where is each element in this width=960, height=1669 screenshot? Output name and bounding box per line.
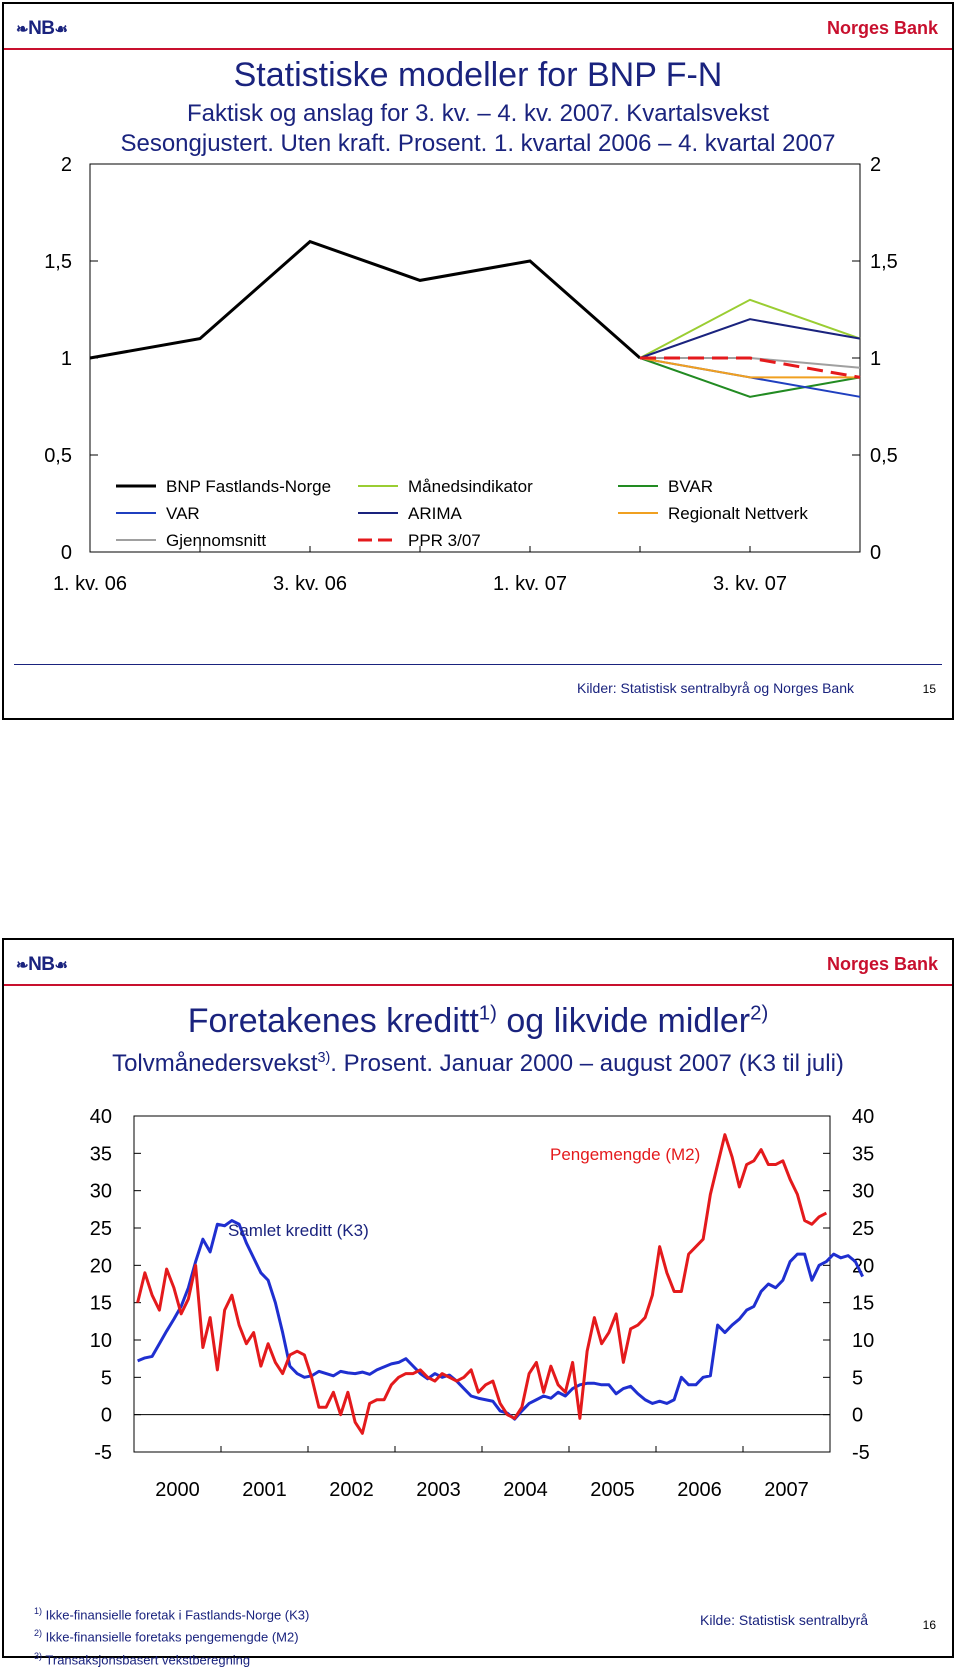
y-tick-label-left: 0 — [100, 1404, 112, 1427]
title-part-1: Foretakenes kreditt — [187, 1002, 479, 1040]
y-tick-label-right: 35 — [852, 1143, 875, 1166]
ornament-icon: ❧ — [16, 957, 29, 974]
footnote — [34, 1624, 309, 1646]
series-line-m-nedsindikator — [640, 300, 860, 358]
y-tick-label-right: 20 — [852, 1255, 875, 1278]
legend-label: Regionalt Nettverk — [668, 504, 808, 523]
y-tick-label-left: 1 — [60, 348, 72, 370]
subtitle-part-2: . Prosent. Januar 2000 – august 2007 (K3 til juli) — [330, 1050, 844, 1077]
y-tick-label-left: 40 — [89, 1106, 112, 1128]
chart-gdp-models — [4, 4, 956, 722]
bank-name: Norges Bank — [826, 18, 938, 38]
y-tick-label-right: 1 — [870, 348, 882, 370]
ornament-icon: ❧ — [16, 21, 29, 38]
ornament-icon: ☙ — [54, 21, 68, 38]
x-tick-label: 2003 — [416, 1479, 461, 1501]
series-line-bnp-fastlands-norge — [90, 242, 640, 358]
subtitle-footnote: 3) — [317, 1050, 331, 1066]
x-tick-label: 2001 — [242, 1479, 287, 1501]
subtitle-part-1: Tolvmånedersvekst — [112, 1050, 318, 1077]
y-tick-label-right: -5 — [852, 1442, 870, 1464]
series-line-samlet-kreditt-k3- — [138, 1221, 863, 1420]
x-tick-label: 2005 — [590, 1479, 635, 1501]
y-tick-label-right: 25 — [852, 1218, 875, 1240]
plot-frame — [134, 1116, 830, 1452]
y-tick-label-right: 0 — [870, 542, 882, 564]
series-label-m2: Pengemengde (M2) — [550, 1145, 701, 1164]
logo-text: NB — [28, 18, 55, 39]
footnote — [34, 1602, 309, 1624]
footnote-marker: 2) — [34, 1628, 43, 1639]
y-tick-label-right: 30 — [852, 1180, 875, 1203]
x-tick-label: 3. kv. 06 — [272, 573, 348, 595]
x-tick-label: 3. kv. 07 — [712, 573, 788, 595]
bank-name: Norges Bank — [826, 954, 938, 974]
footnote-text: Ikke-finansielle foretak i Fastlands-Norge (K3) — [45, 1607, 310, 1623]
slide-credit-liquidity — [2, 938, 954, 1667]
x-tick-label: 2002 — [329, 1479, 374, 1501]
y-tick-label-right: 0,5 — [870, 445, 898, 467]
y-tick-label-right: 2 — [870, 154, 882, 176]
y-tick-label-left: 10 — [89, 1330, 112, 1352]
y-tick-label-left: 35 — [89, 1143, 112, 1166]
footnotes — [34, 1602, 309, 1669]
series-line-arima — [640, 319, 860, 358]
y-tick-label-left: 0,5 — [44, 445, 72, 467]
legend-label: ARIMA — [408, 504, 462, 523]
x-tick-label: 2000 — [155, 1479, 200, 1501]
logo-text: NB — [28, 954, 55, 975]
page-number: 16 — [922, 1618, 936, 1632]
footnote-text: Ikke-finansielle foretaks pengemengde (M2) — [45, 1629, 299, 1645]
legend-label: Månedsindikator — [408, 477, 533, 496]
chart-title: Statistiske modeller for BNP F-N — [233, 56, 723, 94]
chart-subtitle-1: Faktisk og anslag for 3. kv. – 4. kv. 2007. Kvartalsvekst — [186, 100, 770, 127]
x-tick-label: 1. kv. 06 — [52, 573, 128, 595]
legend-label: PPR 3/07 — [408, 531, 481, 550]
x-tick-label: 2007 — [764, 1479, 809, 1501]
footnote-marker: 1) — [34, 1606, 43, 1616]
legend-label: VAR — [166, 504, 200, 523]
x-tick-label: 2006 — [677, 1479, 722, 1501]
series-line-pengemengde-m2- — [138, 1135, 827, 1434]
footnote — [34, 1647, 309, 1669]
y-tick-label-left: 5 — [100, 1367, 112, 1390]
title-part-2: og likvide midler — [496, 1002, 751, 1040]
source-note: Kilde: Statistisk sentralbyrå — [700, 1612, 869, 1628]
page-number: 15 — [922, 682, 936, 696]
y-tick-label-right: 5 — [852, 1367, 864, 1390]
y-tick-label-right: 15 — [852, 1292, 875, 1315]
y-tick-label-left: 20 — [89, 1255, 112, 1278]
y-tick-label-left: 2 — [60, 154, 72, 176]
y-tick-label-right: 40 — [852, 1106, 875, 1128]
footer-rule — [14, 664, 942, 665]
y-tick-label-right: 1,5 — [870, 251, 898, 273]
legend-label: BNP Fastlands-Norge — [166, 477, 332, 496]
footnote-marker: 3) — [34, 1650, 43, 1661]
title-footnote-1: 1) — [478, 1002, 497, 1025]
x-tick-label: 1. kv. 07 — [492, 573, 568, 595]
chart-credit-growth — [4, 940, 956, 1660]
y-tick-label-left: 15 — [89, 1292, 112, 1315]
slide-gdp-models — [2, 2, 954, 720]
legend-label: BVAR — [668, 477, 714, 496]
y-tick-label-left: 30 — [89, 1180, 112, 1203]
y-tick-label-right: 0 — [852, 1404, 864, 1427]
y-tick-label-right: 10 — [852, 1330, 875, 1352]
chart-subtitle-2: Sesongjustert. Uten kraft. Prosent. 1. kvartal 2006 – 4. kvartal 2007 — [120, 130, 836, 157]
series-line-ppr-3-07 — [640, 358, 860, 377]
y-tick-label-left: 0 — [60, 542, 72, 564]
series-label-k3: Samlet kreditt (K3) — [228, 1221, 369, 1240]
source-note: Kilder: Statistisk sentralbyrå og Norges Bank — [576, 680, 854, 696]
series-line-regionalt-nettverk — [640, 358, 860, 377]
footnote-text: Transaksjonsbasert vekstberegning — [45, 1651, 251, 1667]
y-tick-label-left: 1,5 — [44, 251, 72, 273]
x-tick-label: 2004 — [503, 1479, 548, 1501]
ornament-icon: ☙ — [54, 957, 68, 974]
legend-label: Gjennomsnitt — [166, 531, 267, 550]
y-tick-label-left: 25 — [89, 1218, 112, 1240]
title-footnote-2: 2) — [750, 1002, 769, 1025]
y-tick-label-left: -5 — [94, 1442, 112, 1464]
